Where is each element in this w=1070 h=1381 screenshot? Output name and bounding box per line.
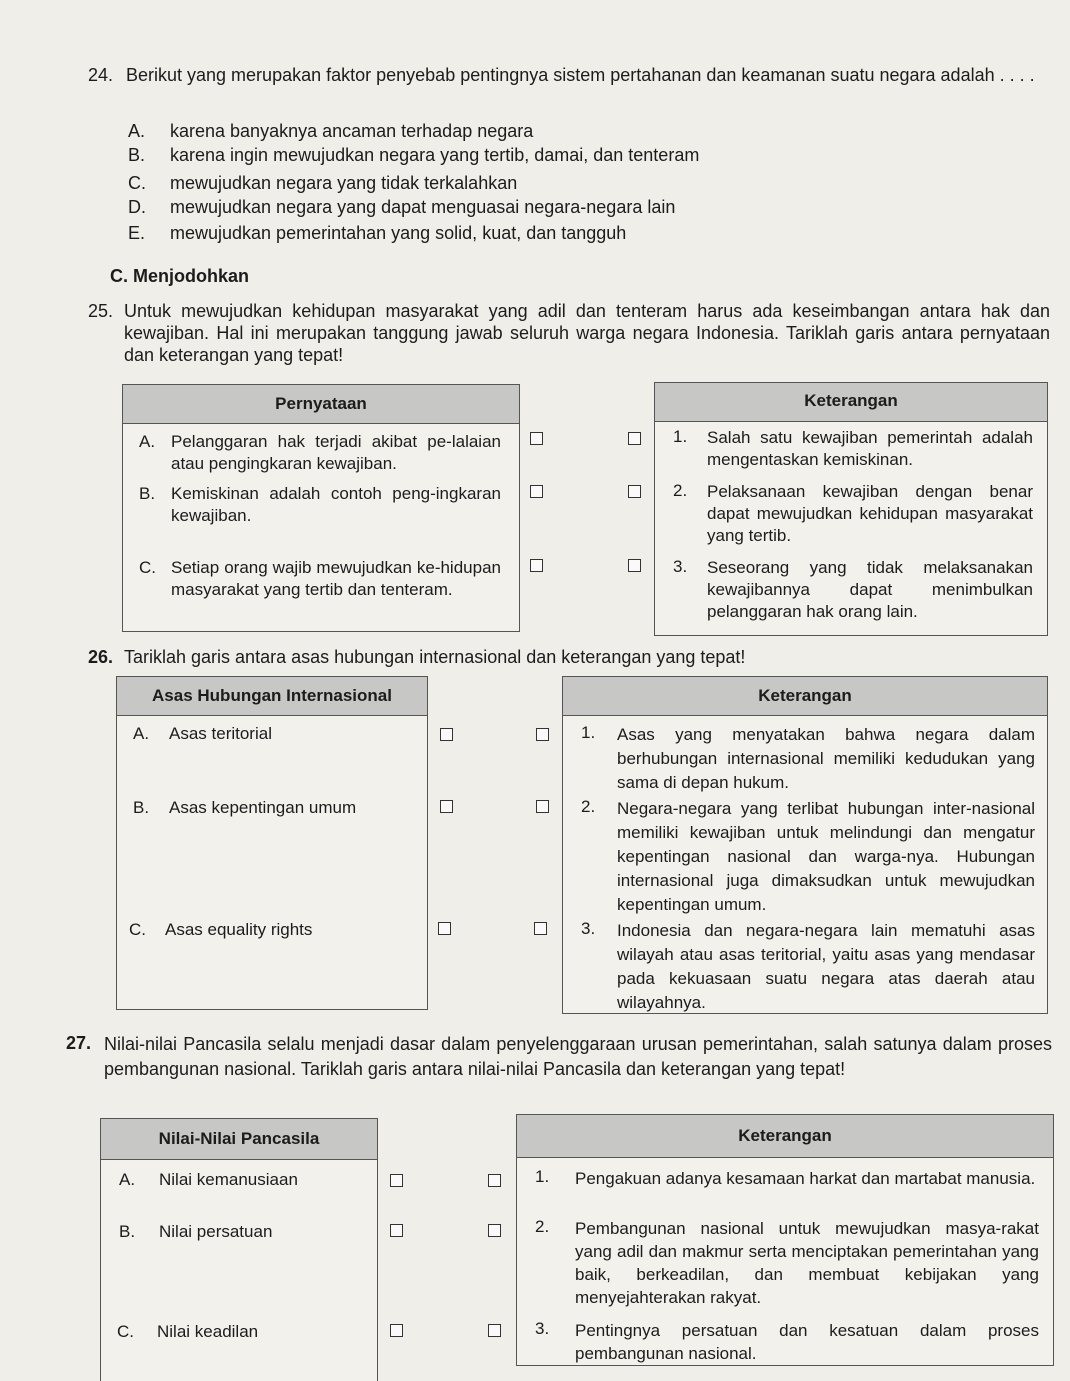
q27-right-1-text: Pengakuan adanya kesamaan harkat dan martabat manusia. xyxy=(575,1169,1036,1188)
q27-right-3-checkbox[interactable] xyxy=(488,1324,501,1337)
q25-left-b-checkbox[interactable] xyxy=(530,485,543,498)
q24-option-d[interactable] xyxy=(128,196,146,218)
q26-left-a-letter: A. xyxy=(133,724,150,743)
q24-option-b[interactable] xyxy=(128,144,145,166)
q25-left-b-letter: B. xyxy=(139,484,156,503)
q26-right-2-text: Negara-negara yang terlibat hubungan inter-nasional memiliki kewajiban untuk melindungi dan mengatur kepentingan nasional dan warga-nya. Hubungan internasional juga dimaksudkan untuk mewujudkan kepentingan umum. xyxy=(617,799,1035,914)
section-heading: C. Menjodohkan xyxy=(110,266,249,286)
q25-left-a-text: Pelanggaran hak terjadi akibat pe-lalaian atau pengingkaran kewajiban. xyxy=(171,432,501,473)
q25-right-3-num: 3. xyxy=(673,557,688,576)
q26-right-table xyxy=(562,676,1048,1014)
q27-left-b-letter: B. xyxy=(119,1222,136,1241)
q25-right-1-num: 1. xyxy=(673,427,688,446)
q26-left-c-letter: C. xyxy=(129,920,146,939)
q25-left-a-checkbox[interactable] xyxy=(530,432,543,445)
q26-right-1-text: Asas yang menyatakan bahwa negara dalam berhubungan internasional memiliki kedudukan yang sama di depan hukum. xyxy=(617,725,1035,792)
q25-left-a-letter: A. xyxy=(139,432,156,451)
option-letter: A. xyxy=(128,121,146,141)
q24-option-a-text: karena banyaknya ancaman terhadap negara xyxy=(170,121,534,141)
q24-option-e-text: mewujudkan pemerintahan yang solid, kuat, dan tangguh xyxy=(170,223,627,243)
q27-left-b-text: Nilai persatuan xyxy=(159,1222,273,1241)
q27-number: 27. xyxy=(66,1033,92,1053)
q26-left-b-text: Asas kepentingan umum xyxy=(169,798,357,817)
q27-right-header: Keterangan xyxy=(517,1115,1053,1158)
q26-right-3-num: 3. xyxy=(581,919,596,938)
q26-left-c-checkbox[interactable] xyxy=(438,922,451,935)
q25-right-1-checkbox[interactable] xyxy=(628,432,641,445)
q24-option-c[interactable] xyxy=(128,172,146,194)
q25-number: 25. xyxy=(88,301,114,321)
option-letter: E. xyxy=(128,223,146,243)
q27-left-a-checkbox[interactable] xyxy=(390,1174,403,1187)
q27-right-1-num: 1. xyxy=(535,1167,550,1186)
option-letter: D. xyxy=(128,197,146,217)
q27-left-a-text: Nilai kemanusiaan xyxy=(159,1170,298,1189)
q26-left-a-text: Asas teritorial xyxy=(169,724,272,743)
q25-right-3-checkbox[interactable] xyxy=(628,559,641,572)
q26-right-header: Keterangan xyxy=(563,677,1047,716)
q25-right-2-text: Pelaksanaan kewajiban dengan benar dapat mewujudkan kehidupan masyarakat yang tertib. xyxy=(707,482,1033,545)
q24-option-c-text: mewujudkan negara yang tidak terkalahkan xyxy=(170,173,518,193)
q27-left-b-checkbox[interactable] xyxy=(390,1224,403,1237)
q26-right-1-checkbox[interactable] xyxy=(536,728,549,741)
q27-left-header: Nilai-Nilai Pancasila xyxy=(101,1119,377,1160)
q27-question: Nilai-nilai Pancasila selalu menjadi dasar dalam penyelenggaraan urusan pemerintahan, salah satunya dalam proses pembangunan nasional. Tariklah garis antara nilai-nilai Pancasila dan keterangan yang tepat! xyxy=(104,1034,1052,1079)
q27-left-a-letter: A. xyxy=(119,1170,136,1189)
q25-right-3-text: Seseorang yang tidak melaksanakan kewajibannya dapat menimbulkan pelanggaran hak orang lain. xyxy=(707,558,1033,621)
q25-question: Untuk mewujudkan kehidupan masyarakat yang adil dan tenteram harus ada keseimbangan antara hak dan kewajiban. Hal ini merupakan tanggung jawab seluruh warga negara Indonesia. Tariklah garis antara pernyataan dan keterangan yang tepat! xyxy=(124,301,1050,365)
q26-right-2-checkbox[interactable] xyxy=(536,800,549,813)
q27-right-2-checkbox[interactable] xyxy=(488,1224,501,1237)
q25-right-header: Keterangan xyxy=(655,383,1047,422)
q26-left-table xyxy=(116,676,428,1010)
q25-right-table xyxy=(654,382,1048,636)
option-letter: C. xyxy=(128,173,146,193)
q25-right-1-text: Salah satu kewajiban pemerintah adalah mengentaskan kemiskinan. xyxy=(707,428,1033,469)
q25-left-header: Pernyataan xyxy=(123,385,519,424)
q27-left-c-text: Nilai keadilan xyxy=(157,1322,259,1341)
q24-option-b-text: karena ingin mewujudkan negara yang tertib, damai, dan tenteram xyxy=(170,145,700,165)
q27-left-c-checkbox[interactable] xyxy=(390,1324,403,1337)
q26-right-2-num: 2. xyxy=(581,797,596,816)
q24-option-e[interactable] xyxy=(128,222,145,244)
q25-left-c-checkbox[interactable] xyxy=(530,559,543,572)
q26-right-3-checkbox[interactable] xyxy=(534,922,547,935)
q26-question: Tariklah garis antara asas hubungan internasional dan keterangan yang tepat! xyxy=(124,647,746,667)
q27-right-2-num: 2. xyxy=(535,1217,550,1236)
option-letter: B. xyxy=(128,145,146,165)
q27-right-table xyxy=(516,1114,1054,1366)
q26-left-a-checkbox[interactable] xyxy=(440,728,453,741)
q24-number: 24. xyxy=(88,65,114,85)
q24-question: Berikut yang merupakan faktor penyebab pentingnya sistem pertahanan dan keamanan suatu negara adalah . . . . xyxy=(126,65,1035,85)
q25-left-c-letter: C. xyxy=(139,558,156,577)
q26-left-b-checkbox[interactable] xyxy=(440,800,453,813)
q24-option-d-text: mewujudkan negara yang dapat menguasai negara-negara lain xyxy=(170,197,676,217)
q27-right-3-num: 3. xyxy=(535,1319,550,1338)
q25-right-2-num: 2. xyxy=(673,481,688,500)
q25-left-c-text: Setiap orang wajib mewujudkan ke-hidupan masyarakat yang tertib dan tenteram. xyxy=(171,558,501,599)
q26-right-3-text: Indonesia dan negara-negara lain mematuhi asas wilayah atau asas teritorial, yaitu asas yang mendasar pada kekuasaan suatu negara atas daerah atau wilayahnya. xyxy=(617,921,1035,1012)
q26-left-b-letter: B. xyxy=(133,798,150,817)
q26-number: 26. xyxy=(88,647,114,667)
q25-left-table xyxy=(122,384,520,632)
q26-left-header: Asas Hubungan Internasional xyxy=(117,677,427,716)
q25-right-2-checkbox[interactable] xyxy=(628,485,641,498)
q26-left-c-text: Asas equality rights xyxy=(165,920,313,939)
q25-left-b-text: Kemiskinan adalah contoh peng-ingkaran kewajiban. xyxy=(171,484,501,525)
q27-right-3-text: Pentingnya persatuan dan kesatuan dalam proses pembangunan nasional. xyxy=(575,1321,1039,1363)
q27-left-table xyxy=(100,1118,378,1381)
q27-right-2-text: Pembangunan nasional untuk mewujudkan masya-rakat yang adil dan makmur serta menciptakan pemerintahan yang baik, berkeadilan, dan membuat kebijakan yang menyejahterakan rakyat. xyxy=(575,1219,1039,1307)
q24-option-a[interactable] xyxy=(128,120,145,142)
q27-left-c-letter: C. xyxy=(117,1322,134,1341)
q26-right-1-num: 1. xyxy=(581,723,596,742)
q27-right-1-checkbox[interactable] xyxy=(488,1174,501,1187)
